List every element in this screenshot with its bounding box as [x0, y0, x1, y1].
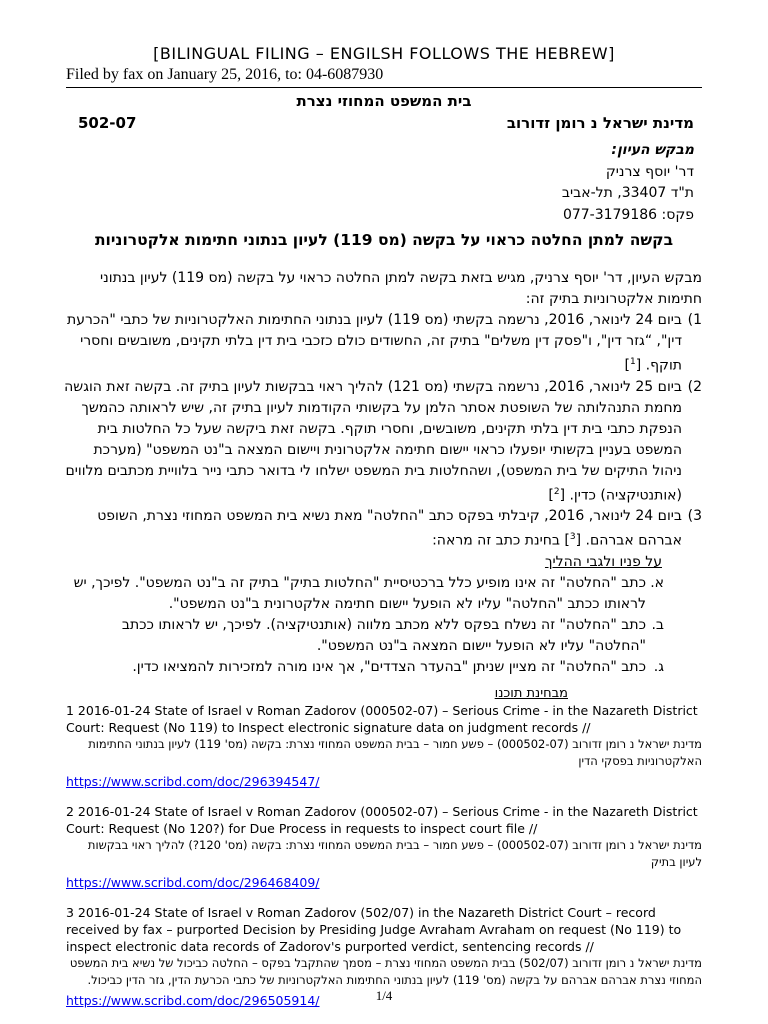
footnote-link[interactable]: https://www.scribd.com/doc/296394547/: [66, 774, 320, 789]
item-number: 3): [687, 508, 702, 525]
applicant-name: דר' יוסף צרניק: [605, 163, 694, 180]
intro-paragraph: מבקש העיון, דר' יוסף צרניק, מגיש בזאת בקשה למתן החלטה כראוי על בקשה (מס 119) לעיון בנתוני חתימות אלקטרוניות בתיק זה:: [100, 270, 702, 307]
footnote: [66, 702, 702, 790]
item-text: ביום 24 לינואר, 2016, נרשמה בקשתי (מס 119) לעיון בנתוני החתימות האלקטרוניות של כתבי "הכרעת דין", “גזר דין", ו"פסק דין משלים" בתיק זה, החשודים כולם כזכבי בית דין בלתי תקינים, משובשים וחסרי תוקף. [: [67, 312, 682, 374]
item-text: כתב "החלטה" זה אינו מופיע כלל ברכטיסיית "החלטות בתיק" בתיק זה ב"נט המשפט". לפיכך, יש לראותו ככתב "החלטה" עליו לא הופעל יישום חתימה אלקטרונית ב"נט המשפט".: [73, 574, 646, 612]
lettered-item: [64, 615, 702, 657]
header-divider: [66, 87, 702, 88]
numbered-item: [64, 506, 702, 552]
item-letter: ג.: [653, 658, 664, 675]
applicant-heading: מבקש העיון:: [611, 142, 694, 158]
item-text-tail: ] בחינת כתב זה מראה:: [432, 532, 570, 549]
footnote-link[interactable]: https://www.scribd.com/doc/296468409/: [66, 875, 320, 890]
item-letter: ב.: [651, 616, 664, 633]
numbered-item: [64, 377, 702, 507]
item-text: ביום 24 לינואר, 2016, קיבלתי בפקס כתב "החלטה" מאת נשיא בית המשפט המחוזי נצרת, השופט אברהם אברהם. [: [97, 508, 682, 549]
item-text: ביום 25 לינואר, 2016, נרשמה בקשתי (מס 121) להליך ראוי בבקשות לעיון בתיק זה. בקשה זאת הוגשה מחמת התנהלותה של השופטת אסתר הלמן על בקשותי הקודמות לעיון בתיק זה, שיש לראותה כהמשך הנפקת כתבי בית דין בלתי תקינים, משובשים, וחסרי תוקף. בקשה זאת ביקשה שעל כל החלטות בית המשפט בעניין בקשותי יופעלו כראוי יישום חתימה אלקטרונית ויישום המצאה ב"נט המשפט" (מערכת ניהול התיקים של בית המשפט), ושהחלטות בית המשפט ישלחו לי בדואר כתבי נייר בלוויית מכתבים מלווים (אותנטיקציה) כדין. [: [64, 378, 682, 504]
footnote-english: 3 2016-01-24 State of Israel v Roman Zadorov (502/07) in the Nazareth District Court – record received by fax – purported Decision by Presiding Judge Avraham Avraham on request (No 119) to inspect electronic data records of Zadorov's purported verdict, sentencing records //: [66, 905, 682, 954]
subheading-procedure: על פניו ולגבי ההליך: [544, 553, 662, 570]
court-name: בית המשפט המחוזי נצרת: [296, 92, 472, 110]
request-title: בקשה למתן החלטה כראוי על בקשה (מס 119) לעיון בנתוני חתימות אלקטרוניות: [94, 231, 674, 249]
subheading-content: מבחינת תוכנו: [494, 686, 568, 701]
item-text-tail: ]: [548, 487, 554, 504]
applicant-block: [394, 140, 694, 226]
footnote-ref[interactable]: 2: [553, 486, 560, 497]
item-number: 2): [687, 378, 702, 395]
footnotes-section: [66, 702, 702, 1009]
item-number: 1): [687, 312, 702, 328]
footnote-ref[interactable]: 3: [569, 532, 576, 543]
case-header: [74, 114, 694, 136]
footnote-hebrew: מדינת ישראל נ רומן זדורוב (000502-07) – פשע חמור – בבית המשפט המחוזי נצרת: בקשה (מס' 120?) להליך ראוי בבקשות לעיון בתיק: [87, 838, 702, 869]
applicant-fax: פקס: 077-3179186: [562, 206, 694, 223]
footnote-ref[interactable]: 1: [630, 357, 636, 367]
lettered-item: [64, 657, 702, 678]
item-text-tail: ]: [624, 357, 630, 374]
footnote-link[interactable]: https://www.scribd.com/doc/296505914/: [66, 993, 320, 1008]
footnote-english: 2 2016-01-24 State of Israel v Roman Zadorov (000502-07) – Serious Crime - in the Nazareth District Court: Request (No 120?) for Due Process in requests to inspect court file //: [66, 804, 698, 836]
fax-filing-line: Filed by fax on January 25, 2016, to: 04-6087930: [66, 66, 384, 83]
item-text: כתב "החלטה" זה מציין שניתן "בהעדר הצדדים", אך אינו מורה למזכירות להמציאו כדין.: [132, 658, 646, 675]
footnote-hebrew: מדינת ישראל נ רומן זדורוב (502/07) בבית המשפט המחוזי נצרת – מסמך שהתקבל בפקס – החלטה כביכול של נשיא בית המשפט המחוזי נצרת אברהם אברהם על בקשה (מס' 119) לעיון בנתוני החתימות האלקטרוניות של כתבי הכרעת הדין, גזר הדין כביכול.: [69, 956, 702, 987]
applicant-address: ת"ד 33407, תל-אביב: [561, 185, 694, 201]
footnote: [66, 803, 702, 891]
footnote-hebrew: מדינת ישראל נ רומן זדורוב (000502-07) – פשע חמור – בבית המשפט המחוזי נצרת: בקשה (מס' 119) לעיון בנתוני החתימות האלקטרוניות בפסקי הדין: [88, 737, 702, 768]
numbered-item: [64, 310, 702, 377]
case-name: מדינת ישראל נ רומן זדורוב: [506, 114, 694, 132]
item-text: כתב "החלטה" זה נשלח בפקס ללא מכתב מלווה (אותנטיקציה). לפיכך, יש לראותו ככתב "החלטה" עליו לא הופעל יישום המצאה ב"נט המשפט".: [121, 616, 646, 654]
item-letter: א.: [650, 574, 664, 591]
page-number: 1/4: [375, 988, 393, 1003]
case-number: 502-07: [78, 114, 137, 132]
bilingual-banner: [BILINGUAL FILING – ENGILSH FOLLOWS THE HEBREW]: [153, 44, 615, 63]
request-body: [64, 268, 702, 678]
footnote-english: 1 2016-01-24 State of Israel v Roman Zadorov (000502-07) – Serious Crime - in the Nazareth District Court: Request (No 119) to Inspect electronic signature data on judgment records //: [66, 703, 698, 735]
lettered-item: [64, 573, 702, 615]
